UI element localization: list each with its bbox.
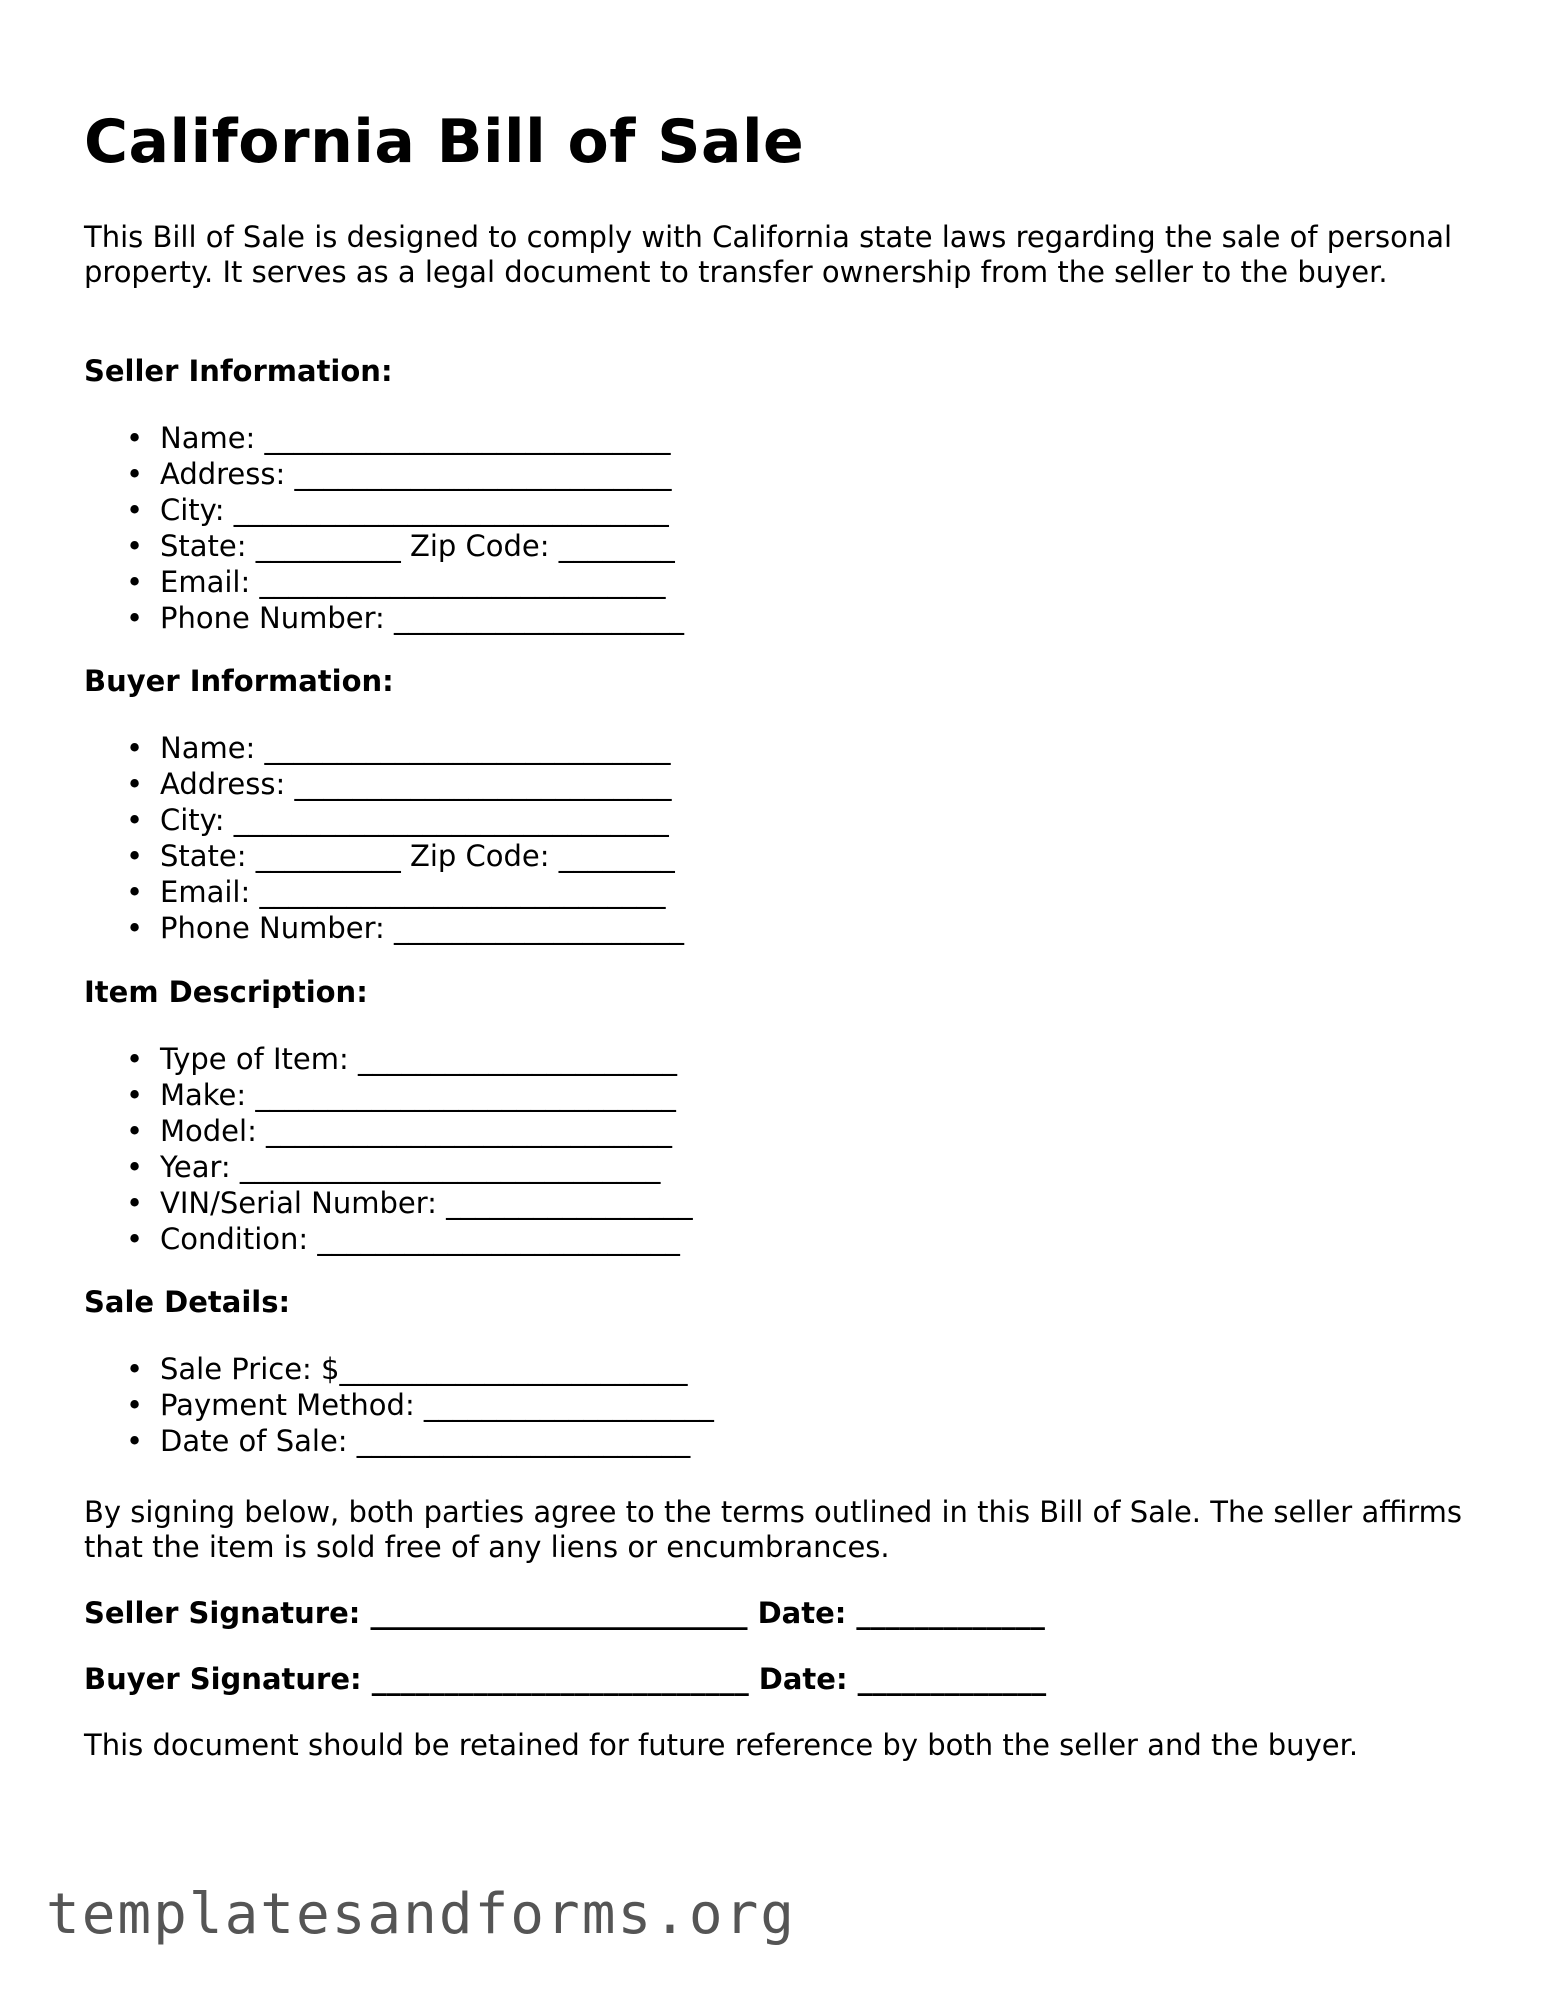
item-vin-field[interactable]: • VIN/Serial Number: _________________ <box>160 1185 693 1221</box>
seller-city-field[interactable]: • City: ______________________________ <box>160 492 684 528</box>
item-year-field[interactable]: • Year: _____________________________ <box>160 1149 693 1185</box>
buyer-info-heading: Buyer Information: <box>84 664 394 698</box>
retention-note: This document should be retained for future reference by both the seller and the buyer. <box>84 1728 1359 1762</box>
buyer-city-field[interactable]: • City: ______________________________ <box>160 802 684 838</box>
seller-state-zip-field[interactable]: • State: __________ Zip Code: ________ <box>160 528 684 564</box>
watermark-text: templatesandforms.org <box>46 1882 797 1947</box>
buyer-info-list <box>84 730 684 946</box>
sale-price-field[interactable]: • Sale Price: $________________________ <box>160 1351 714 1387</box>
item-description-heading: Item Description: <box>84 975 368 1009</box>
payment-method-field[interactable]: • Payment Method: ____________________ <box>160 1387 714 1423</box>
buyer-email-field[interactable]: • Email: ____________________________ <box>160 874 684 910</box>
seller-info-heading: Seller Information: <box>84 354 393 388</box>
sale-details-heading: Sale Details: <box>84 1285 291 1319</box>
seller-email-field[interactable]: • Email: ____________________________ <box>160 564 684 600</box>
buyer-name-field[interactable]: • Name: ____________________________ <box>160 730 684 766</box>
page-title: California Bill of Sale <box>84 107 805 177</box>
seller-info-list <box>84 420 684 636</box>
buyer-signature-line[interactable]: Buyer Signature: __________________________ Date: _____________ <box>84 1662 1047 1696</box>
item-make-field[interactable]: • Make: _____________________________ <box>160 1077 693 1113</box>
seller-address-field[interactable]: • Address: __________________________ <box>160 456 684 492</box>
item-description-list <box>84 1041 693 1257</box>
seller-signature-line[interactable]: Seller Signature: __________________________ Date: _____________ <box>84 1596 1045 1630</box>
item-model-field[interactable]: • Model: ____________________________ <box>160 1113 693 1149</box>
seller-phone-field[interactable]: • Phone Number: ____________________ <box>160 600 684 636</box>
intro-paragraph: This Bill of Sale is designed to comply with California state laws regarding the sale of personal property. It serves as a legal document to transfer ownership from the seller to the buyer. <box>84 220 1453 289</box>
agreement-paragraph: By signing below, both parties agree to the terms outlined in this Bill of Sale. The seller affirms that the item is sold free of any liens or encumbrances. <box>84 1495 1463 1564</box>
seller-name-field[interactable]: • Name: ____________________________ <box>160 420 684 456</box>
buyer-phone-field[interactable]: • Phone Number: ____________________ <box>160 910 684 946</box>
item-condition-field[interactable]: • Condition: _________________________ <box>160 1221 693 1257</box>
sale-details-list <box>84 1351 714 1459</box>
item-type-field[interactable]: • Type of Item: ______________________ <box>160 1041 693 1077</box>
sale-date-field[interactable]: • Date of Sale: _______________________ <box>160 1423 714 1459</box>
buyer-address-field[interactable]: • Address: __________________________ <box>160 766 684 802</box>
buyer-state-zip-field[interactable]: • State: __________ Zip Code: ________ <box>160 838 684 874</box>
